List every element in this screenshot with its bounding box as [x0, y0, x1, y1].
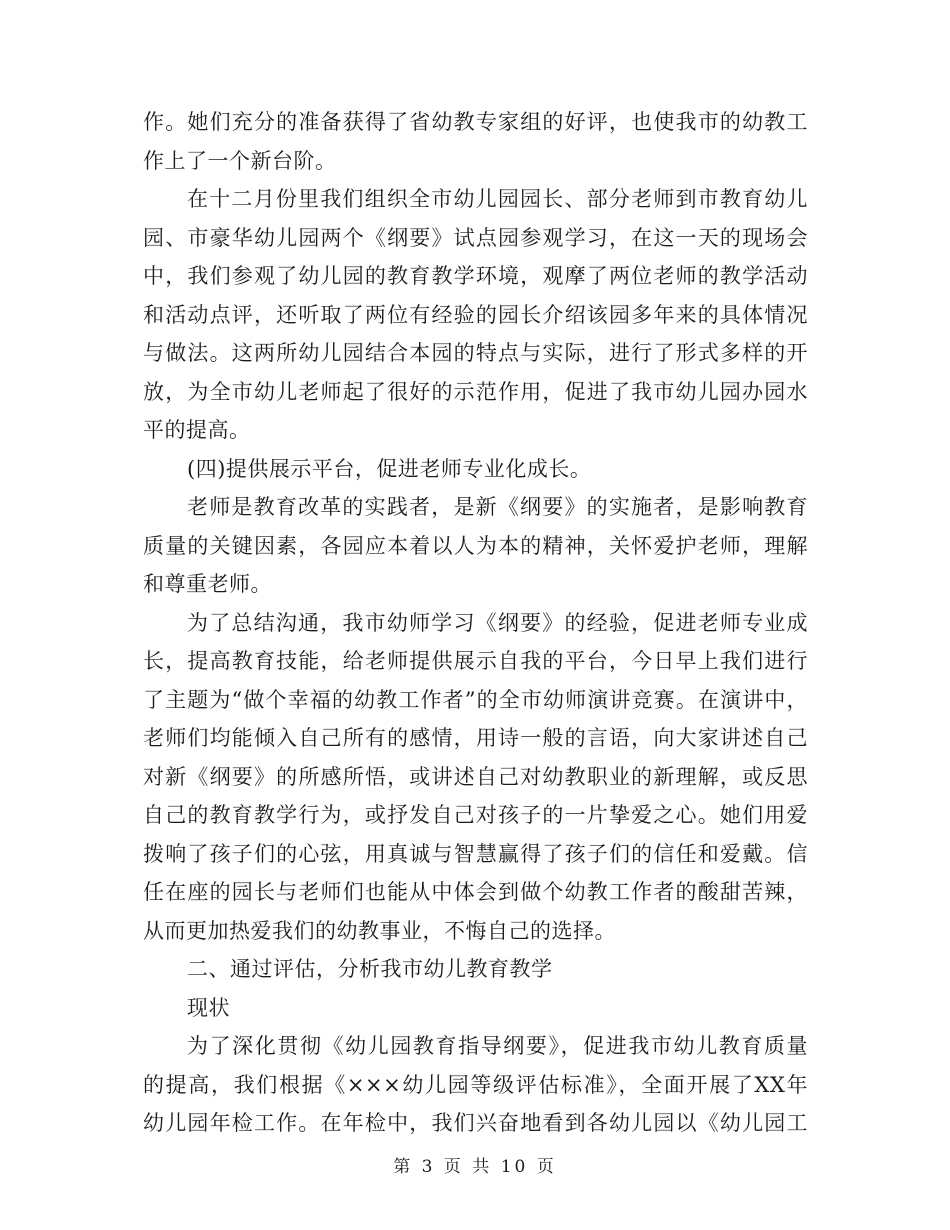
text-line: 质量的关键因素，各园应本着以人为本的精神，关怀爱护老师，理解	[143, 533, 808, 558]
text-line: 对新《纲要》的所感所悟，或讲述自己对幼教职业的新理解，或反思	[143, 764, 808, 789]
text-line: 任在座的园长与老师们也能从中体会到做个幼教工作者的酸甜苦辣，	[143, 880, 808, 904]
text-line: 作上了一个新台阶。	[143, 148, 337, 173]
text-line: 与做法。这两所幼儿园结合本园的特点与实际，进行了形式多样的开	[143, 341, 808, 365]
text-line: 为了总结沟通，我市幼师学习《纲要》的经验，促进老师专业成	[187, 610, 808, 635]
text-line: 和活动点评，还听取了两位有经验的园长介绍该园多年来的具体情况	[143, 302, 808, 327]
text-line: 现状	[187, 995, 230, 1020]
text-line: 在十二月份里我们组织全市幼儿园园长、部分老师到市教育幼儿	[187, 187, 808, 211]
text-line: 老师们均能倾入自己所有的感情，用诗一般的言语，向大家讲述自己	[143, 726, 808, 750]
text-line: 园、市豪华幼儿园两个《纲要》试点园参观学习，在这一天的现场会	[143, 225, 808, 250]
text-line: 和尊重老师。	[143, 572, 272, 596]
text-line: 幼儿园年检工作。在年检中，我们兴奋地看到各幼儿园以《幼儿园工	[143, 1111, 808, 1135]
text-line: 长，提高教育技能，给老师提供展示自我的平台，今日早上我们进行	[143, 649, 808, 673]
text-line: 老师是教育改革的实践者，是新《纲要》的实施者，是影响教育	[187, 495, 808, 519]
page-footer: 第 3 页 共 10 页	[393, 1157, 557, 1177]
text-line: 了主题为“做个幸福的幼教工作者”的全市幼师演讲竞赛。在演讲中，	[143, 687, 808, 712]
text-line: 自己的教育教学行为，或抒发自己对孩子的一片挚爱之心。她们用爱	[143, 803, 808, 827]
text-line: 放，为全市幼儿老师起了很好的示范作用，促进了我市幼儿园办园水	[143, 379, 808, 404]
text-line: 拨响了孩子们的心弦，用真诚与智慧赢得了孩子们的信任和爱戴。信	[143, 841, 808, 866]
text-line: 中，我们参观了幼儿园的教育教学环境，观摩了两位老师的教学活动	[143, 264, 808, 288]
text-line: 从而更加热爱我们的幼教事业，不悔自己的选择。	[143, 918, 616, 943]
text-line: 作。她们充分的准备获得了省幼教专家组的好评，也使我市的幼教工	[143, 110, 808, 134]
text-line: (四)提供展示平台，促进老师专业化成长。	[187, 456, 592, 481]
text-line: 的提高，我们根据《×××幼儿园等级评估标准》，全面开展了XX年	[143, 1072, 808, 1097]
text-line: 二、通过评估，分析我市幼儿教育教学	[187, 957, 553, 981]
body-text	[143, 103, 808, 1143]
text-line: 平的提高。	[143, 418, 251, 442]
text-line: 为了深化贯彻《幼儿园教育指导纲要》，促进我市幼儿教育质量	[187, 1034, 808, 1058]
